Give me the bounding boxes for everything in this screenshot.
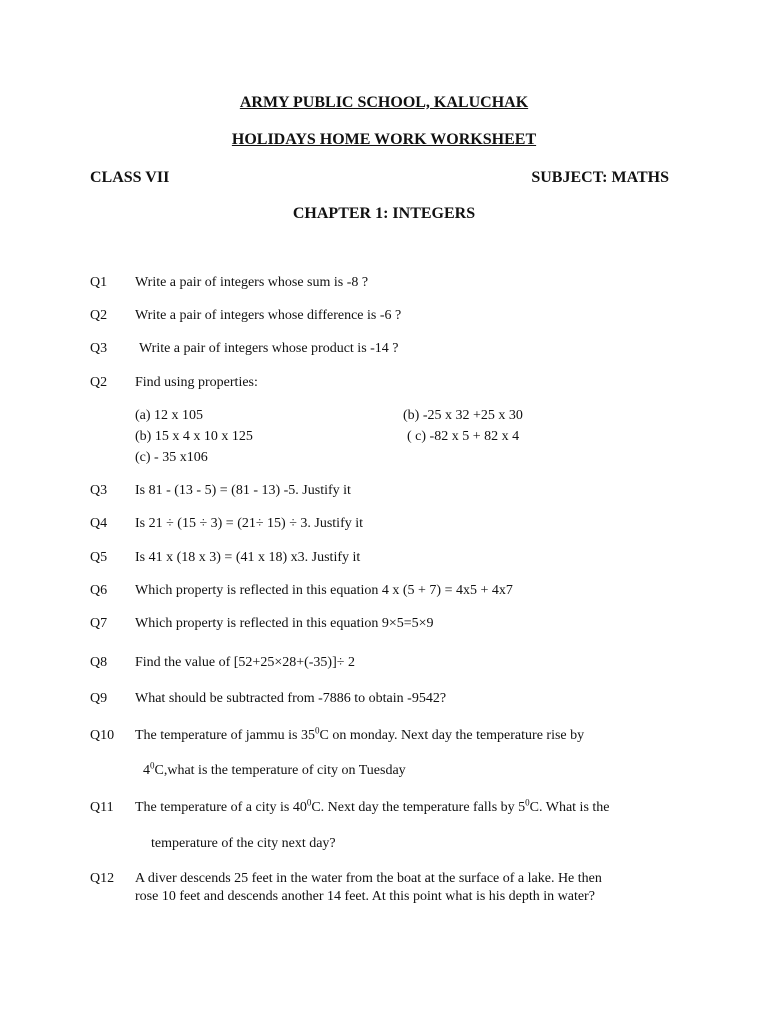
question-number: Q9 — [90, 691, 108, 706]
class-label: CLASS VII — [90, 169, 170, 186]
sub-part: (b) -25 x 32 +25 x 30 — [403, 408, 523, 423]
question-text: Find using properties: — [135, 375, 258, 390]
question-number: Q7 — [90, 616, 108, 631]
question-number: Q12 — [90, 871, 115, 886]
question-text: Write a pair of integers whose sum is -8 ? — [135, 275, 369, 290]
chapter-title: CHAPTER 1: INTEGERS — [292, 205, 476, 222]
question-text: Is 81 - (13 - 5) = (81 - 13) -5. Justify it — [135, 483, 351, 498]
sub-part: ( c) -82 x 5 + 82 x 4 — [407, 429, 520, 444]
question-text: Which property is reflected in this equation 4 x (5 + 7) = 4x5 + 4x7 — [135, 583, 513, 598]
worksheet-title: HOLIDAYS HOME WORK WORKSHEET — [231, 131, 537, 148]
question-number: Q10 — [90, 728, 115, 743]
question-number: Q5 — [90, 550, 108, 565]
question-text: temperature of the city next day? — [151, 836, 336, 851]
question-text: Which property is reflected in this equation 9×5=5×9 — [135, 616, 434, 631]
subject-label: SUBJECT: MATHS — [531, 169, 669, 186]
sub-part: (b) 15 x 4 x 10 x 125 — [135, 429, 253, 444]
question-number: Q8 — [90, 655, 108, 670]
question-text: $4^0C,what$ is the temperature of city on Tuesday — [143, 760, 406, 778]
question-text: Is 41 x (18 x 3) = (41 x 18) x3. Justify it — [135, 550, 361, 565]
question-text: rose 10 feet and descends another 14 feet. At this point what is his depth in water? — [135, 889, 595, 904]
question-number: Q6 — [90, 583, 108, 598]
question-number: Q4 — [90, 516, 108, 531]
question-number: Q3 — [90, 483, 108, 498]
question-text: Write a pair of integers whose difference is -6 ? — [135, 308, 402, 323]
question-number: Q2 — [90, 375, 108, 390]
question-number: Q2 — [90, 308, 108, 323]
question-text: Is 21 ÷ (15 ÷ 3) = (21÷ 15) ÷ 3. Justify it — [135, 516, 364, 531]
question-text: The temperature of jammu is $35^0C$ on monday. Next day the temperature rise by — [135, 725, 585, 743]
question-number: Q11 — [90, 800, 114, 815]
question-text: The temperature of a city is $40^0C$. Next day the temperature falls by $5^0C$. What is the — [135, 797, 610, 815]
question-number: Q3 — [90, 341, 108, 356]
question-text: Write a pair of integers whose product is -14 ? — [139, 341, 399, 356]
question-text: What should be subtracted from -7886 to obtain -9542? — [135, 691, 447, 706]
question-text: Find the value of [52+25×28+(-35)]÷ 2 — [135, 655, 355, 670]
sub-part: (a) 12 x 105 — [135, 408, 204, 423]
school-name: ARMY PUBLIC SCHOOL, KALUCHAK — [239, 94, 529, 111]
question-number: Q1 — [90, 275, 108, 290]
question-text: A diver descends 25 feet in the water from the boat at the surface of a lake. He then — [135, 871, 602, 886]
sub-part: (c) - 35 x106 — [135, 450, 208, 465]
